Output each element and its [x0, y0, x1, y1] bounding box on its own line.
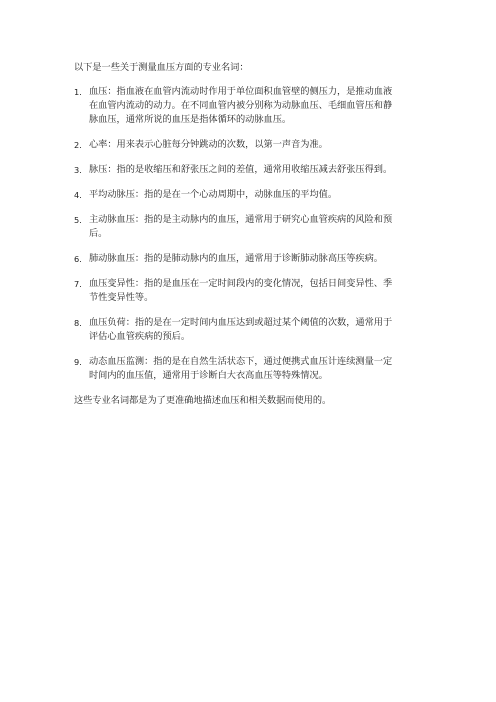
list-item	[74, 163, 424, 177]
list-item	[74, 188, 424, 202]
text-line: 心率：用来表示心脏每分钟跳动的次数，以第一声音为准。	[89, 139, 328, 150]
text-line: 后。	[89, 228, 108, 239]
list-item-text	[89, 163, 424, 177]
list-item	[74, 277, 424, 305]
list-item-text	[89, 316, 424, 344]
text-line: 主动脉血压：指的是主动脉内的血压，通常用于研究心血管疾病的风险和预	[89, 214, 393, 225]
text-line: 平均动脉压：指的是在一个心动周期中，动脉血压的平均值。	[89, 189, 338, 200]
list-item	[74, 85, 424, 127]
list-item-number: 6.	[74, 254, 82, 264]
list-item-number: 7.	[74, 279, 82, 289]
list-item-text	[89, 188, 424, 202]
list-item	[74, 316, 424, 344]
list-item-text	[89, 85, 424, 127]
list-item-number: 9.	[74, 357, 82, 367]
list-item	[74, 252, 424, 266]
text-line: 脉压：指的是收缩压和舒张压之间的差值，通常用收缩压减去舒张压得到。	[89, 164, 393, 175]
list-item	[74, 355, 424, 383]
list-item-text	[89, 252, 424, 266]
text-line: 脉血压，通常所说的血压是指体循环的动脉血压。	[89, 114, 292, 125]
list-item-text	[89, 355, 424, 383]
list-item-number: 5.	[74, 215, 82, 225]
list-item	[74, 213, 424, 241]
text-line: 评估心血管疾病的预后。	[89, 331, 191, 342]
document-body	[74, 61, 424, 408]
text-line: 肺动脉血压：指的是肺动脉内的血压，通常用于诊断肺动脉高压等疾病。	[89, 253, 383, 264]
list-item-number: 8.	[74, 318, 82, 328]
text-line: 血压负荷：指的是在一定时间内血压达到或超过某个阈值的次数，通常用于	[89, 317, 393, 328]
list-item-number: 3.	[74, 165, 82, 175]
list-item-text	[89, 213, 424, 241]
closing-paragraph: 这些专业名词都是为了更准确地描述血压和相关数据而使用的。	[74, 395, 332, 406]
text-line: 时间内的血压值，通常用于诊断白大衣高血压等特殊情况。	[89, 370, 328, 381]
text-line: 血压变异性：指的是血压在一定时间段内的变化情况，包括日间变异性、季	[89, 278, 393, 289]
terms-list	[74, 85, 424, 383]
text-line: 动态血压监测：指的是在自然生活状态下，通过便携式血压计连续测量一定	[89, 356, 393, 367]
list-item-text	[89, 138, 424, 152]
text-line: 节性变异性等。	[89, 292, 154, 303]
list-item-number: 4.	[74, 190, 82, 200]
intro-paragraph: 以下是一些关于测量血压方面的专业名词：	[74, 62, 249, 73]
text-line: 血压：指血液在血管内流动时作用于单位面积血管壁的侧压力，是推动血液	[89, 86, 393, 97]
list-item-number: 1.	[74, 87, 82, 97]
list-item-number: 2.	[74, 140, 82, 150]
list-item	[74, 138, 424, 152]
list-item-text	[89, 277, 424, 305]
text-line: 在血管内流动的动力。在不同血管内被分别称为动脉血压、毛细血管压和静	[89, 100, 393, 111]
